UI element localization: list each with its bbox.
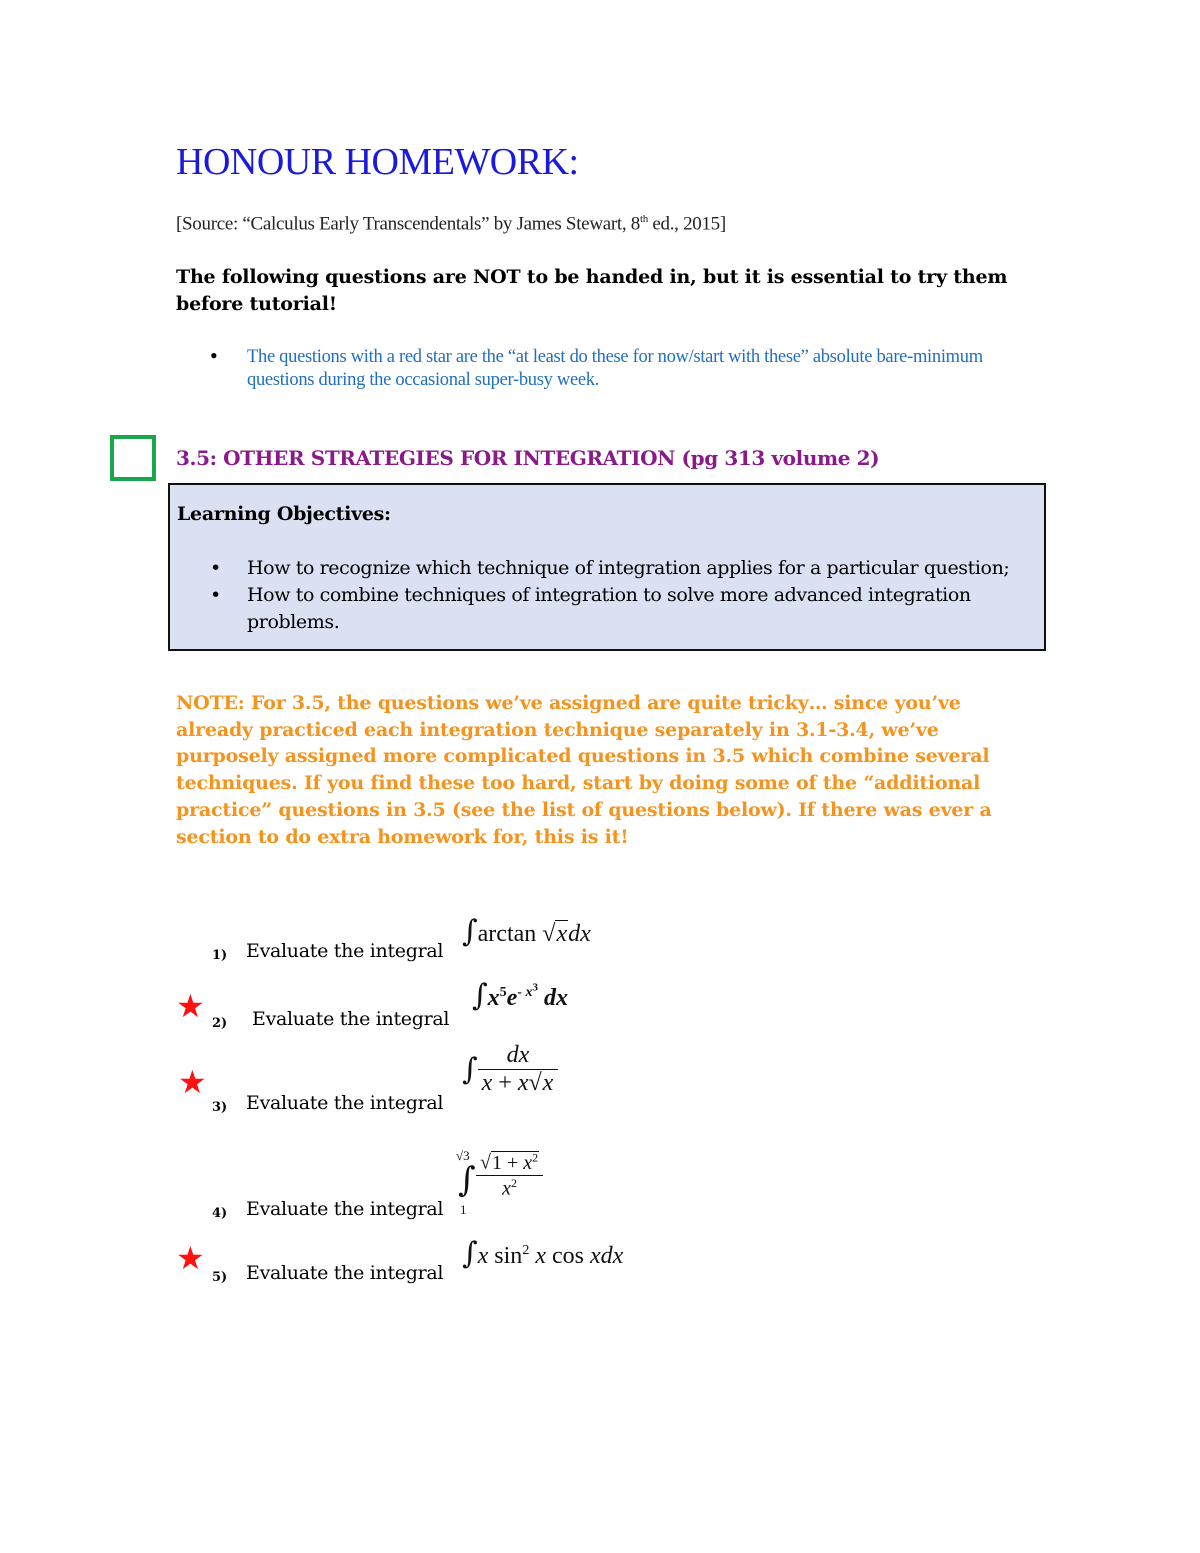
question-text: Evaluate the integral — [252, 1008, 450, 1030]
section-heading: 3.5: OTHER STRATEGIES FOR INTEGRATION (pg 313 volume 2) — [176, 446, 880, 470]
section-checkbox[interactable] — [110, 435, 156, 481]
question-text: Evaluate the integral — [246, 940, 444, 962]
learning-objectives-list — [210, 555, 1030, 636]
instruction-text: The following questions are NOT to be handed in, but it is essential to try them before tutorial! — [176, 266, 1008, 315]
integral-expression-1: ∫arctan √xdx — [462, 914, 591, 949]
question-number: 3) — [212, 1100, 228, 1115]
learning-objectives-box — [168, 483, 1046, 651]
question-number: 1) — [212, 948, 228, 963]
question-number: 2) — [212, 1016, 228, 1031]
bullet-icon: • — [210, 343, 218, 368]
bullet-icon: • — [210, 584, 221, 606]
note-warning: NOTE: For 3.5, the questions we’ve assigned are quite tricky… since you’ve already practiced each integration technique separately in 3.1-3.4, we’ve purposely assigned more complicated questions in 3.5 which combine several techniques. If you find these too hard, start by doing some of the “additional practice” questions in 3.5 (see the list of questions below). If there was ever a section to do extra homework for, this is it! — [176, 692, 992, 848]
source-citation — [176, 213, 726, 235]
question-text: Evaluate the integral — [246, 1262, 444, 1284]
integral-expression-5: ∫x $\sin^2 x$ cos xdx — [462, 1236, 624, 1271]
source-suffix: ed., 2015] — [647, 213, 726, 235]
red-star-note-text: The questions with a red star are the “at least do these for now/start with these” absolute bare-minimum questions during the occasional super-busy week. — [247, 347, 983, 390]
list-item — [210, 555, 1030, 582]
question-text: Evaluate the integral — [246, 1198, 444, 1220]
learning-objectives-heading: Learning Objectives: — [177, 503, 391, 525]
source-sup: th — [639, 213, 648, 225]
bullet-icon: • — [210, 557, 221, 579]
red-star-icon: ★ — [178, 1063, 207, 1101]
page-title: HONOUR HOMEWORK: — [176, 141, 579, 183]
list-item — [210, 582, 1030, 636]
red-star-icon: ★ — [176, 1239, 205, 1277]
question-number: 4) — [212, 1206, 228, 1221]
question-text: Evaluate the integral — [246, 1092, 444, 1114]
objective-text: How to combine techniques of integration to solve more advanced integration problems. — [247, 584, 971, 633]
integral-expression-2: $\int x^5e^{- x^3}$ dx — [472, 978, 568, 1013]
objective-text: How to recognize which technique of integration applies for a particular question; — [247, 557, 1010, 579]
red-star-note — [210, 343, 990, 392]
red-star-icon: ★ — [176, 987, 205, 1025]
source-prefix: [Source: “Calculus Early Transcendentals” by James Stewart, 8 — [176, 213, 640, 235]
integral-expression-3: ∫ $\frac{dx}{x + x√x}$ — [462, 1042, 558, 1097]
question-number: 5) — [212, 1270, 228, 1285]
